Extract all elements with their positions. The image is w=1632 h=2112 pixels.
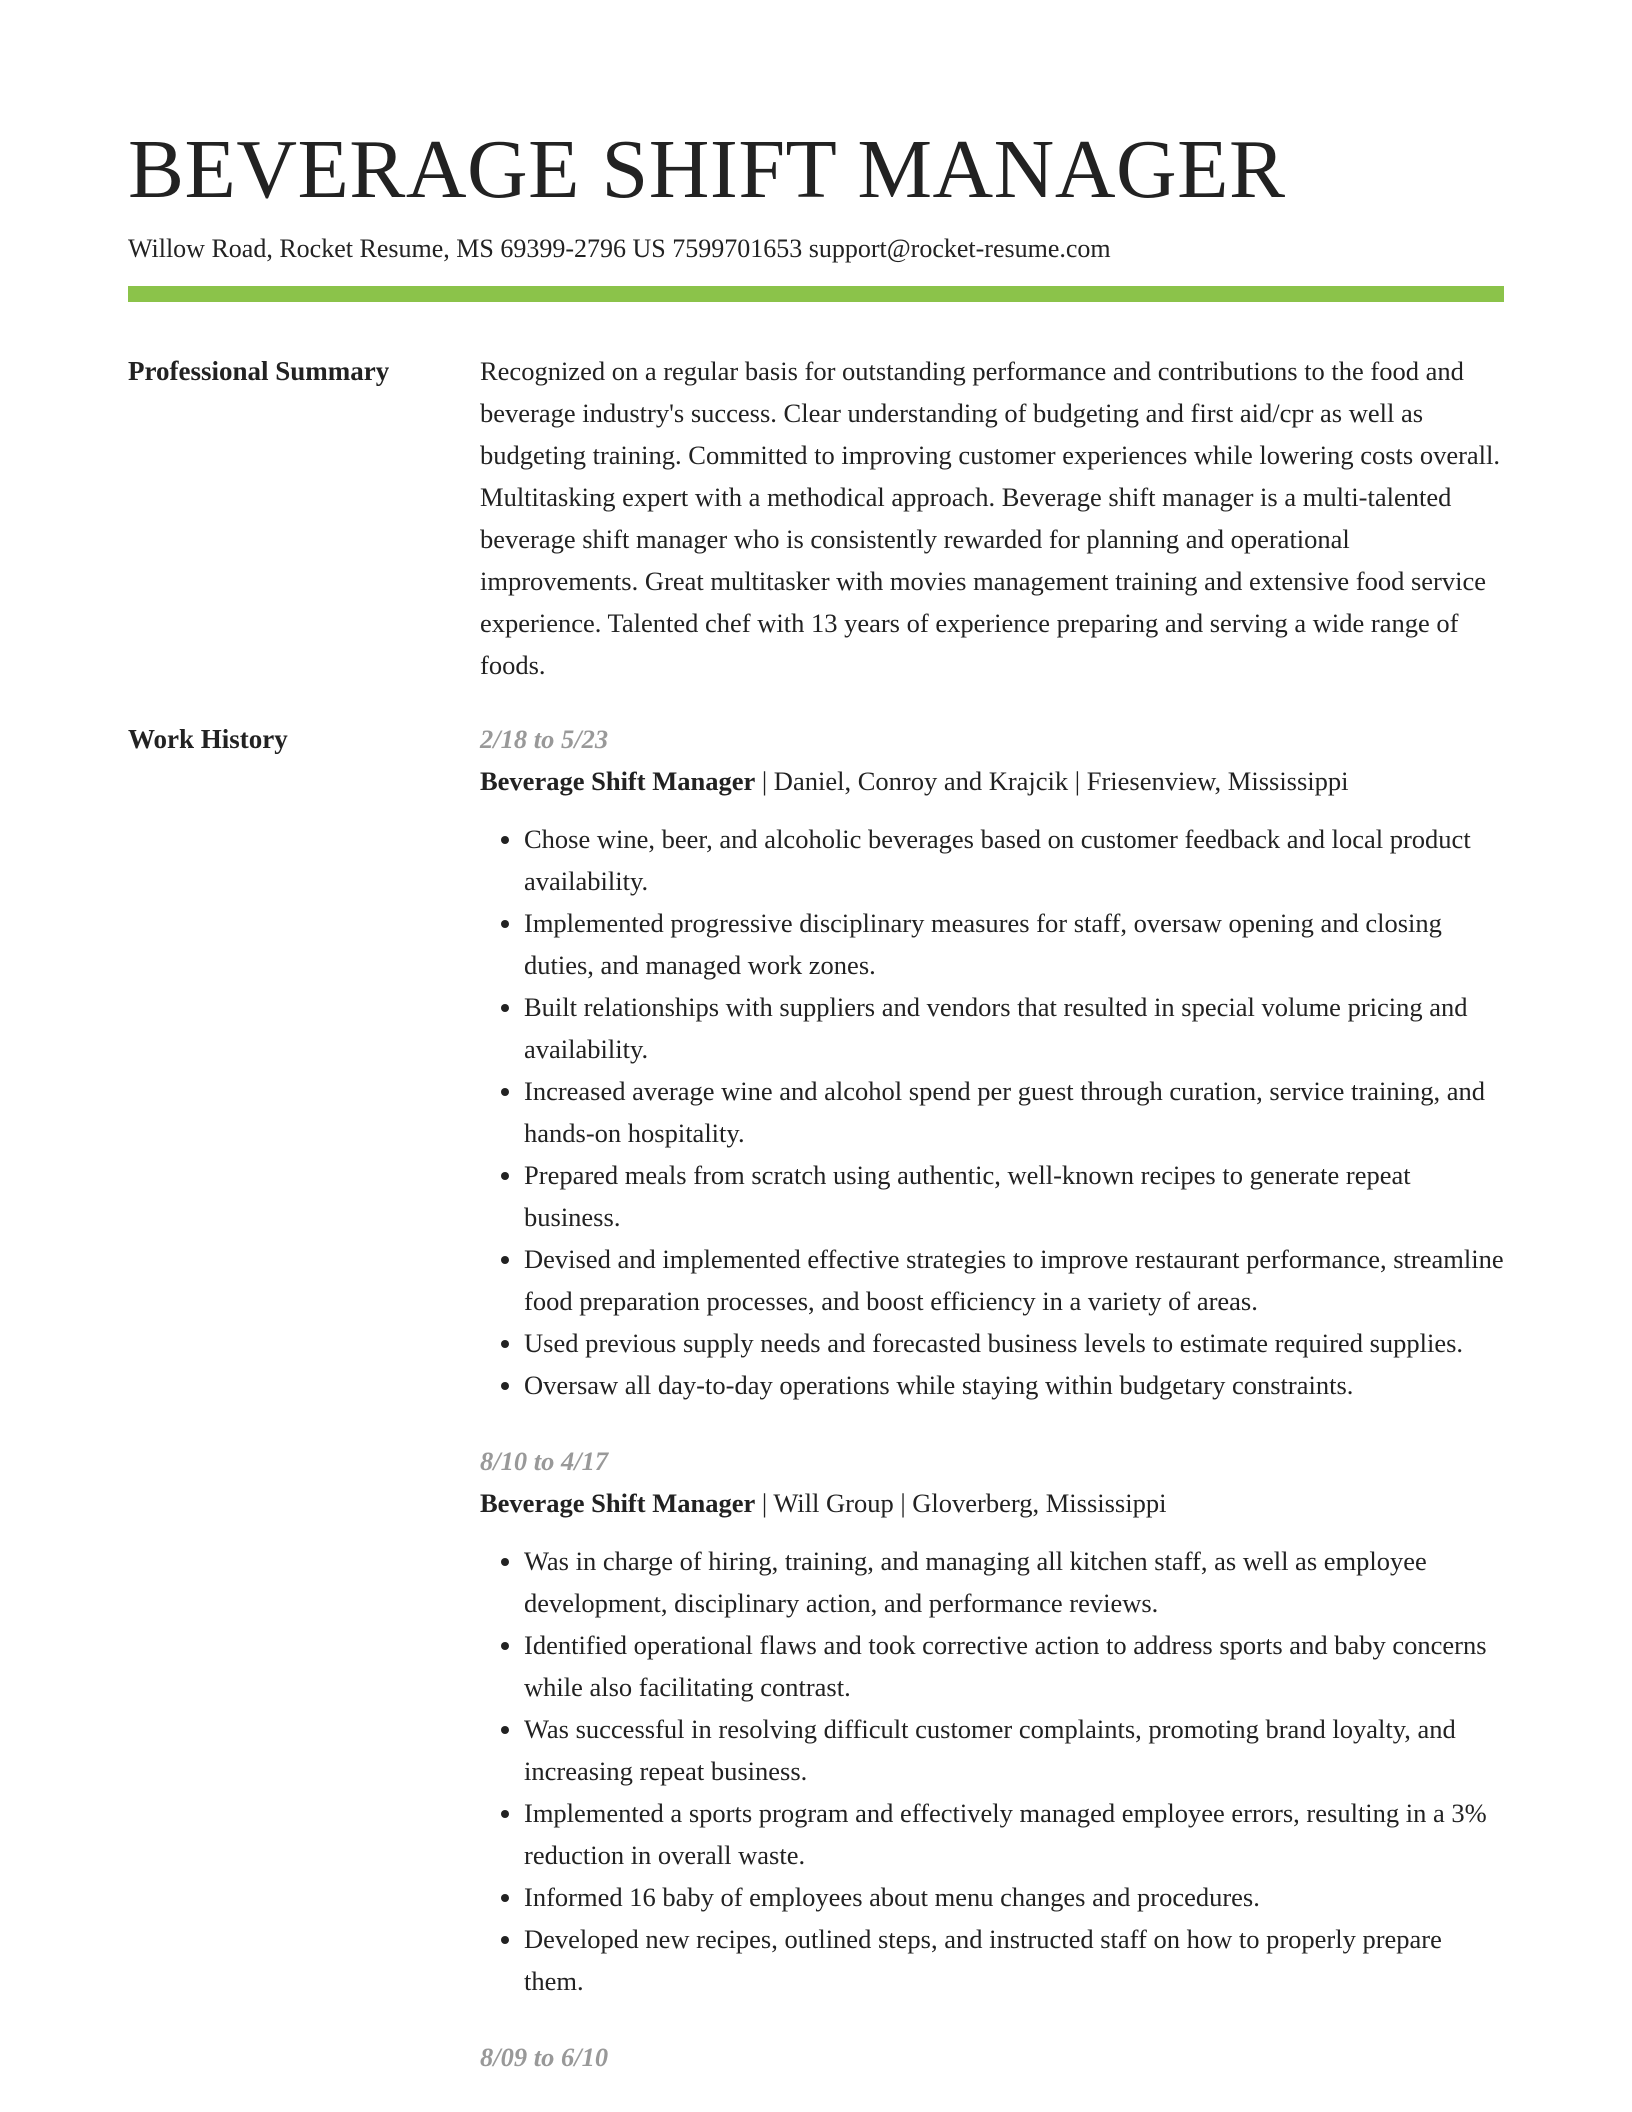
job-entry [480, 1440, 1504, 2002]
job-title: Beverage Shift Manager [480, 1488, 756, 1518]
job-entry [480, 718, 1504, 1406]
job-title: Beverage Shift Manager [480, 766, 756, 796]
candidate-name: BEVERAGE SHIFT MANAGER [128, 123, 1286, 216]
contact-line [128, 232, 1504, 266]
job-bullets [480, 818, 1504, 1406]
job-employer-location: | Daniel, Conroy and Krajcik | Friesenview, Mississippi [755, 766, 1349, 796]
resume-header [128, 118, 1504, 266]
job-entry [480, 2036, 1504, 2078]
job-bullet: • Used previous supply needs and forecasted business levels to estimate required supplies. [524, 1322, 1504, 1364]
contact-address: Willow Road, Rocket Resume, MS 69399-2796 US [128, 234, 666, 263]
job-heading [480, 760, 1504, 802]
job-bullet: • Built relationships with suppliers and vendors that resulted in special volume pricing and availability. [524, 986, 1504, 1070]
job-bullet: • Implemented a sports program and effectively managed employee errors, resulting in a 3% reduction in overall waste. [524, 1792, 1504, 1876]
contact-phone: 7599701653 [672, 234, 803, 263]
job-bullet: • Informed 16 baby of employees about menu changes and procedures. [524, 1876, 1504, 1918]
job-bullet: • Identified operational flaws and took corrective action to address sports and baby concerns while also facilitating contrast. [524, 1624, 1504, 1708]
work-history-list [480, 718, 1504, 2112]
job-bullet: • Was successful in resolving difficult customer complaints, promoting brand loyalty, and increasing repeat business. [524, 1708, 1504, 1792]
job-heading [480, 1482, 1504, 1524]
job-bullet: • Increased average wine and alcohol spend per guest through curation, service training, and hands-on hospitality. [524, 1070, 1504, 1154]
contact-email: support@rocket-resume.com [808, 234, 1111, 263]
job-bullet: • Chose wine, beer, and alcoholic beverages based on customer feedback and local product availability. [524, 818, 1504, 902]
header-accent-rule [128, 286, 1504, 302]
job-bullet: • Was in charge of hiring, training, and managing all kitchen staff, as well as employee development, disciplinary action, and performance reviews. [524, 1540, 1504, 1624]
section-heading: Professional Summary [128, 356, 390, 386]
section-heading: Work History [128, 724, 288, 754]
job-bullet: • Oversaw all day-to-day operations while staying within budgetary constraints. [524, 1364, 1504, 1406]
summary-text: Recognized on a regular basis for outstanding performance and contributions to the food and beverage industry's success. Clear understanding of budgeting and first aid/cpr as well as budgeting training. Committed to improving customer experiences while lowering costs overall. Multitasking expert with a methodical approach. Beverage shift manager is a multi-talented beverage shift manager who is consistently rewarded for planning and operational improvements. Great multitasker with movies management training and extensive food service experience. Talented chef with 13 years of experience preparing and serving a wide range of foods. [480, 356, 1501, 680]
job-dates: 2/18 to 5/23 [480, 724, 609, 754]
job-dates: 8/09 to 6/10 [480, 2042, 609, 2072]
job-bullet: • Prepared meals from scratch using authentic, well-known recipes to generate repeat business. [524, 1154, 1504, 1238]
job-bullet: • Developed new recipes, outlined steps, and instructed staff on how to properly prepare them. [524, 1918, 1504, 2002]
job-bullets [480, 1540, 1504, 2002]
job-dates: 8/10 to 4/17 [480, 1446, 609, 1476]
job-bullet: • Devised and implemented effective strategies to improve restaurant performance, streamline food preparation processes, and boost efficiency in a variety of areas. [524, 1238, 1504, 1322]
job-bullet: • Implemented progressive disciplinary measures for staff, oversaw opening and closing duties, and managed work zones. [524, 902, 1504, 986]
job-employer-location: | Will Group | Gloverberg, Mississippi [755, 1488, 1167, 1518]
